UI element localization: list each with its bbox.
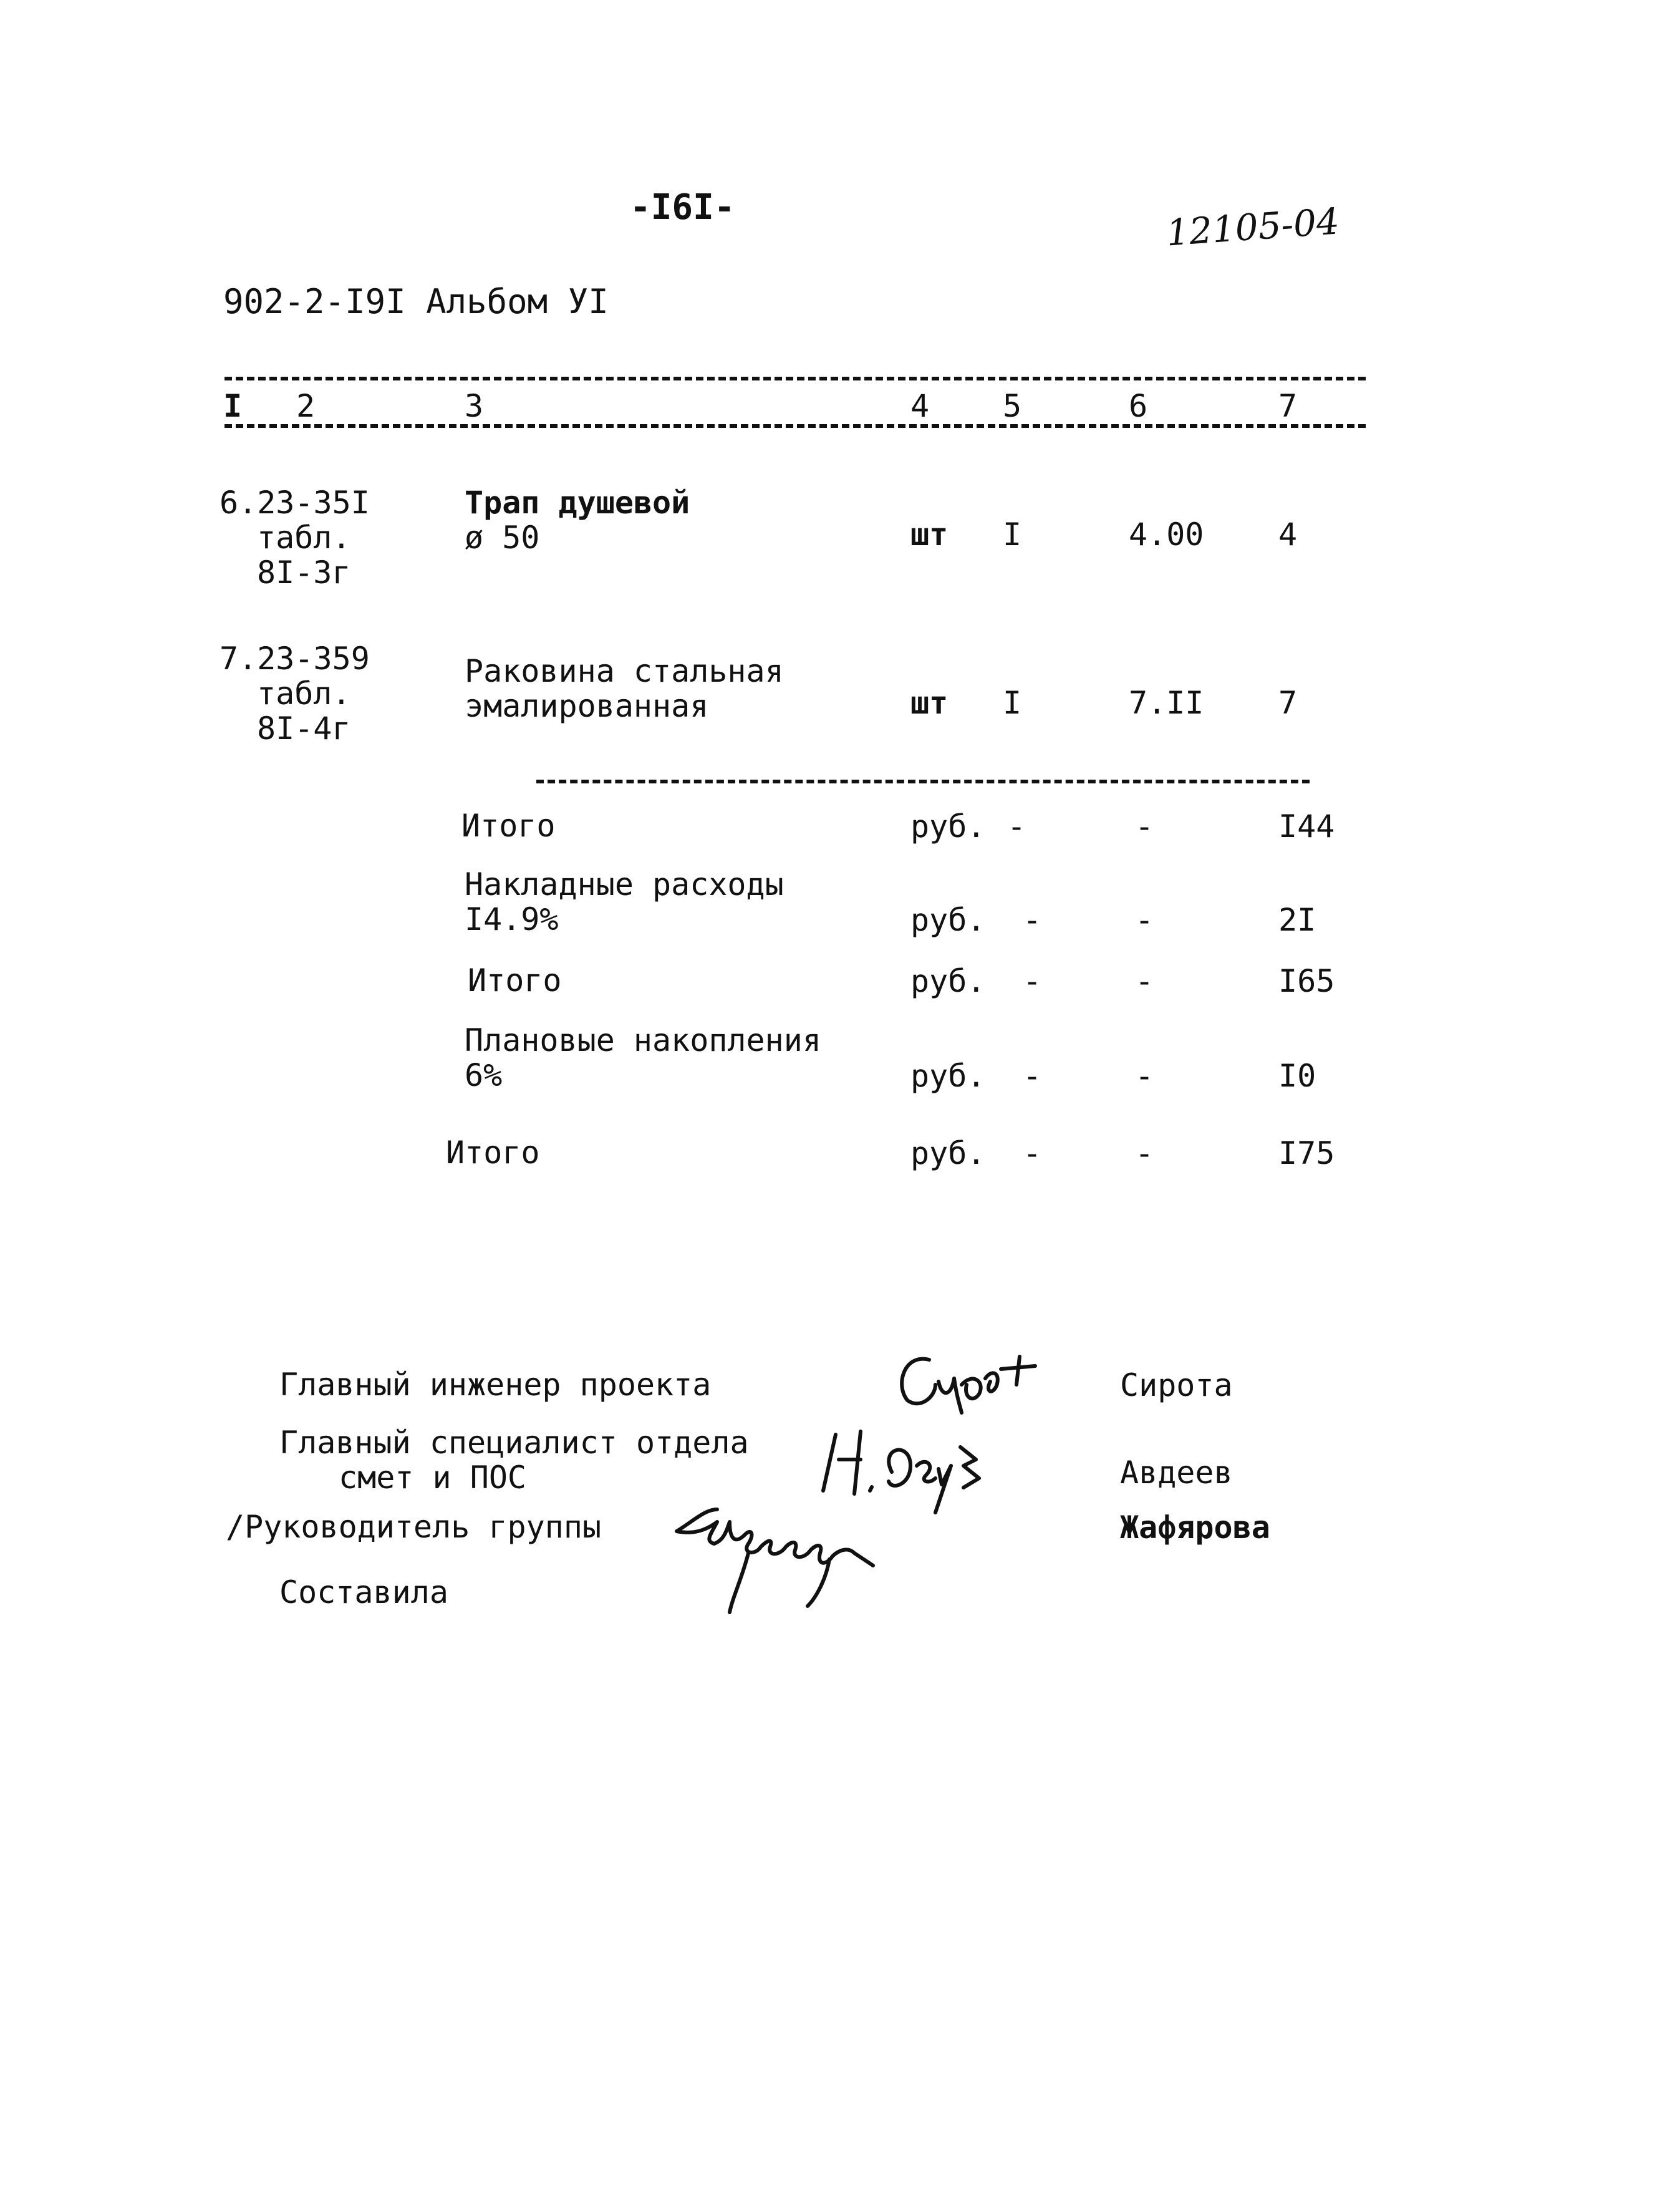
- item-code-line: 8I-4г: [257, 710, 351, 747]
- signature-role-line: Составила: [279, 1574, 448, 1610]
- signature-name: Сирота: [1120, 1367, 1233, 1403]
- summary-label-line: Итого: [446, 1135, 540, 1171]
- summary-col5: -: [1023, 902, 1042, 938]
- summary-col6: -: [1135, 963, 1154, 999]
- summary-label: [468, 963, 562, 998]
- signature-role-line: Главный специалист отдела: [279, 1425, 749, 1461]
- page-number: -I6I-: [630, 187, 735, 228]
- item-name-line: эмалированная: [465, 688, 709, 724]
- summary-total: I65: [1278, 963, 1335, 999]
- table-top-rule: [224, 377, 1366, 380]
- column-header: 2: [296, 388, 316, 424]
- column-header: 4: [910, 388, 930, 424]
- summary-label-line: Итого: [468, 962, 562, 999]
- signature-role: [279, 1575, 448, 1610]
- item-name-line: Раковина стальная: [465, 653, 784, 689]
- summary-label-line: Плановые накопления: [465, 1022, 821, 1058]
- item-code-line: 7.23-359: [220, 641, 370, 677]
- signature-role: [279, 1425, 749, 1495]
- subtotal-rule: [536, 780, 1310, 783]
- item-code-line: табл.: [257, 675, 351, 712]
- signature-role: [226, 1509, 601, 1544]
- summary-unit: руб.: [910, 1058, 986, 1094]
- summary-label-line: I4.9%: [465, 901, 559, 937]
- inventory-number: 12105-04: [1164, 200, 1341, 254]
- summary-unit: руб.: [910, 963, 986, 999]
- item-name-line: Трап душевой: [465, 485, 690, 521]
- column-header: 6: [1129, 388, 1148, 424]
- item-price: 4.00: [1129, 516, 1204, 553]
- summary-total: I0: [1278, 1058, 1316, 1094]
- document-code: 902-2-I9I Альбом УI: [223, 282, 609, 321]
- handwritten-signature: [892, 1347, 1054, 1416]
- summary-col5: -: [1023, 1135, 1042, 1171]
- summary-col5: -: [1023, 963, 1042, 999]
- column-header-rule: [224, 424, 1366, 428]
- item-quantity: I: [1003, 516, 1022, 553]
- signature-name: Авдеев: [1120, 1455, 1233, 1491]
- item-code-line: табл.: [257, 520, 351, 556]
- item-quantity: I: [1003, 685, 1022, 721]
- column-header: I: [223, 388, 243, 424]
- summary-col5: -: [1023, 1058, 1042, 1094]
- summary-total: 2I: [1278, 902, 1316, 938]
- signature-role-line: Главный инженер проекта: [279, 1367, 712, 1403]
- item-code: [220, 641, 370, 746]
- summary-total: I44: [1278, 808, 1335, 845]
- summary-unit: руб.: [910, 902, 986, 938]
- item-code-line: 8I-3г: [257, 554, 351, 591]
- item-total: 7: [1278, 685, 1298, 721]
- summary-label-line: Итого: [461, 808, 556, 844]
- summary-unit: руб.: [910, 1135, 986, 1171]
- column-header: 3: [465, 388, 484, 424]
- handwritten-signature: [667, 1497, 892, 1615]
- column-header: 5: [1003, 388, 1022, 424]
- summary-label-line: 6%: [465, 1057, 503, 1093]
- summary-label: [446, 1135, 540, 1170]
- item-total: 4: [1278, 516, 1298, 553]
- summary-label-line: Накладные расходы: [465, 866, 784, 903]
- summary-label: [465, 1023, 821, 1093]
- signature-role-line: /Руководитель группы: [226, 1509, 602, 1545]
- summary-label: [465, 867, 784, 937]
- item-name: [465, 485, 690, 555]
- summary-col5: -: [1007, 808, 1026, 845]
- item-unit: шт: [910, 685, 949, 721]
- signature-name: Жафярова: [1120, 1509, 1270, 1546]
- signature-role: [279, 1367, 711, 1402]
- summary-col6: -: [1135, 902, 1154, 938]
- signature-role-line: смет и ПОС: [339, 1460, 527, 1496]
- summary-col6: -: [1135, 1135, 1154, 1171]
- item-code-line: 6.23-35I: [220, 485, 370, 521]
- item-price: 7.II: [1129, 685, 1204, 721]
- item-code: [220, 485, 370, 590]
- item-name: [465, 654, 784, 724]
- summary-col6: -: [1135, 1058, 1154, 1094]
- item-name-line: ø 50: [465, 520, 540, 556]
- summary-total: I75: [1278, 1135, 1335, 1171]
- column-header: 7: [1278, 388, 1298, 424]
- summary-unit: руб.: [910, 808, 986, 845]
- item-unit: шт: [910, 516, 949, 553]
- summary-col6: -: [1135, 808, 1154, 845]
- summary-label: [461, 808, 556, 843]
